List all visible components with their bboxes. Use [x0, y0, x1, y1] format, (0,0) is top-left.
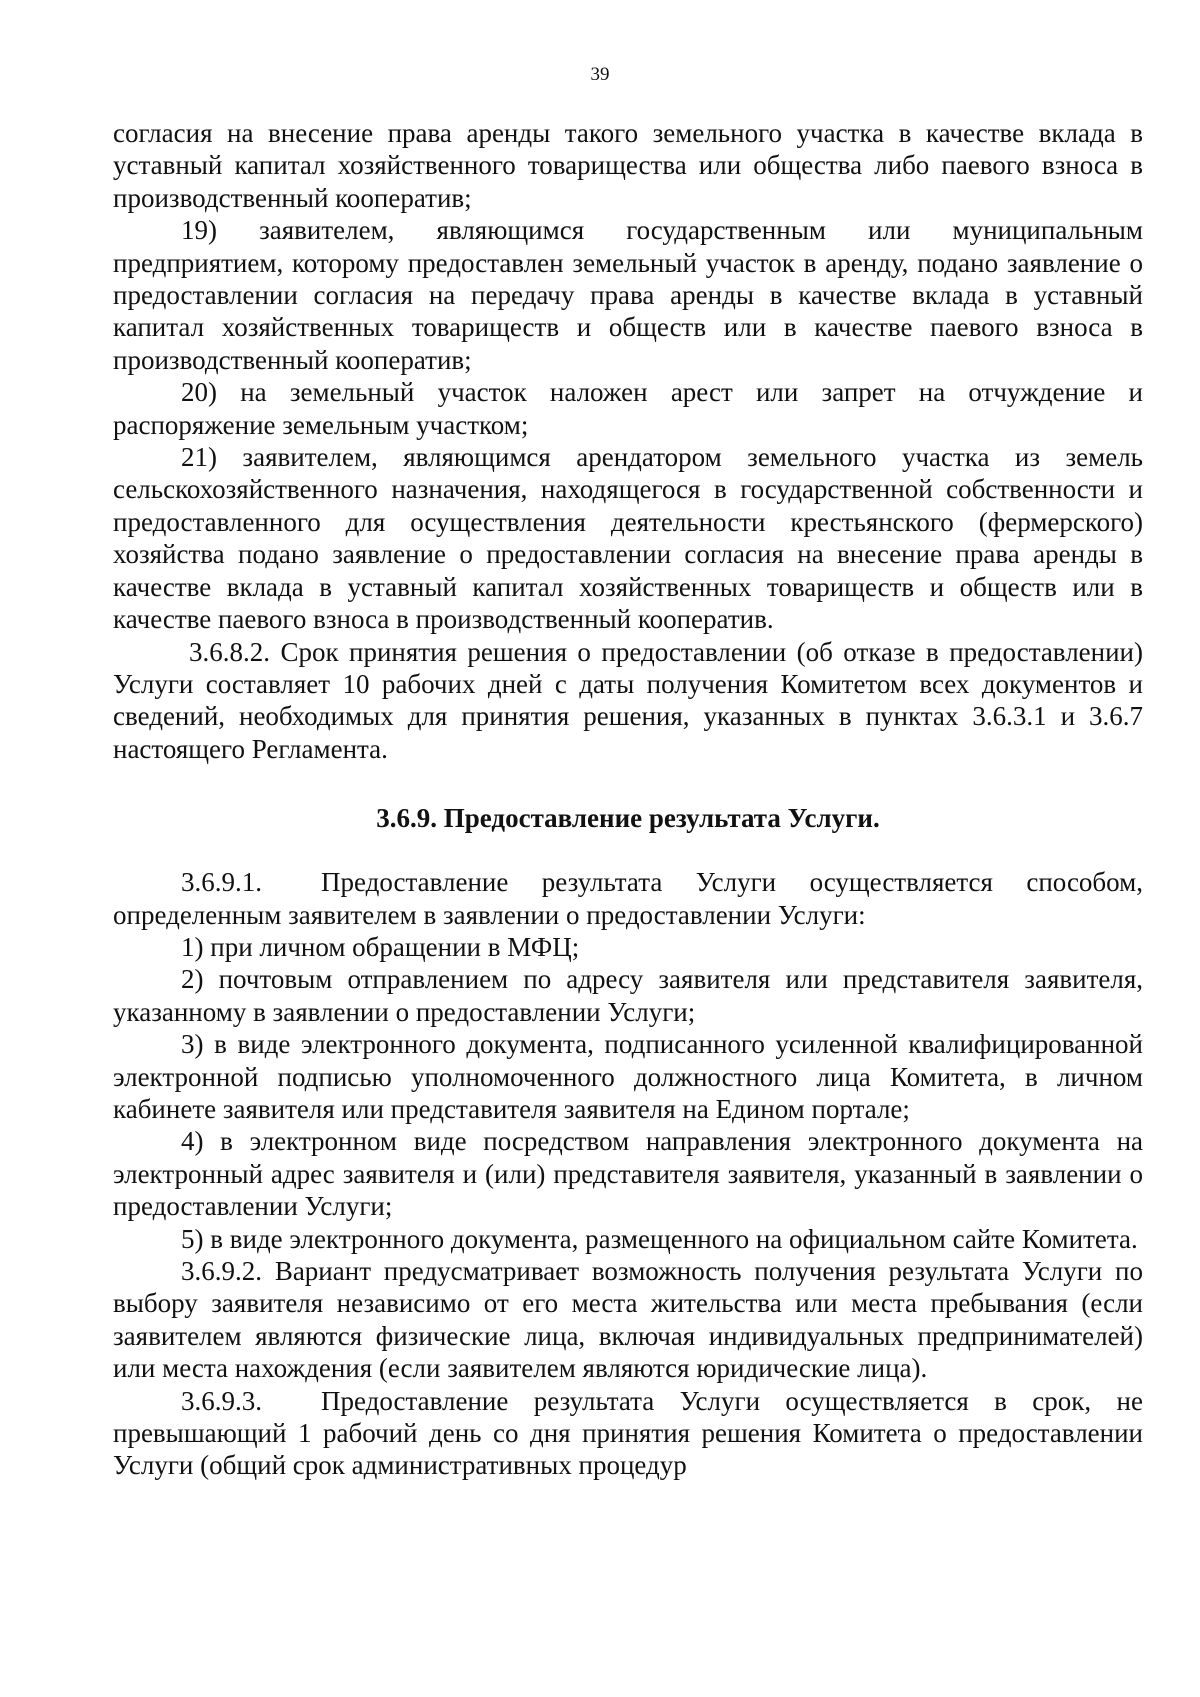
delivery-method-2: 2) почтовым отправлением по адресу заявителя или представителя заявителя, указанному в заявлении о предоставлении Услуги;: [113, 964, 1143, 1027]
clause-3-6-8-2: 3.6.8.2. Срок принятия решения о предоставлении (об отказе в предоставлении) Услуги составляет 10 рабочих дней с даты получения Комитетом всех документов и сведений, необходимых для принятия решения, указанных в пунктах 3.6.3.1 и 3.6.7 настоящего Регламента.: [113, 636, 1143, 764]
clause-number: 3.6.9.3.: [181, 1385, 262, 1416]
list-item-20: 20) на земельный участок наложен арест или запрет на отчуждение и распоряжение земельным участком;: [113, 377, 1143, 440]
delivery-method-4: 4) в электронном виде посредством направления электронного документа на электронный адрес заявителя и (или) представителя заявителя, указанный в заявлении о предоставлении Услуги;: [113, 1126, 1143, 1222]
section-heading: 3.6.9. Предоставление результата Услуги.: [376, 803, 880, 834]
delivery-method-3: 3) в виде электронного документа, подписанного усиленной квалифицированной электронной подписью уполномоченного должностного лица Комитета, в личном кабинете заявителя или представителя заявителя на Едином портале;: [113, 1029, 1143, 1124]
clause-text: Предоставление результата Услуги осуществляется в срок, не превышающий 1 рабочий день со дня принятия решения Комитета о предоставлении Услуги (общий срок административных процедур: [113, 1385, 1143, 1481]
document-body: [113, 117, 1143, 1482]
clause-3-6-9-1: [113, 866, 1143, 931]
list-item-21: 21) заявителем, являющимся арендатором земельного участка из земель сельскохозяйственного назначения, находящегося в государственной собственности и предоставленного для осуществления деятельности крестьянского (фермерского) хозяйства подано заявление о предоставлении согласия на внесение права аренды в качестве вклада в уставный капитал хозяйственных товариществ и обществ или в качестве паевого взноса в производственный кооператив.: [113, 442, 1143, 635]
list-item-19: 19) заявителем, являющимся государственным или муниципальным предприятием, которому предоставлен земельный участок в аренду, подано заявление о предоставлении согласия на передачу права аренды в качестве вклада в уставный капитал хозяйственных товариществ и обществ или в качестве паевого взноса в производственный кооператив;: [113, 215, 1143, 375]
clause-text: Предоставление результата Услуги осуществляется способом, определенным заявителем в заявлении о предоставлении Услуги:: [113, 867, 1143, 930]
delivery-method-5: 5) в виде электронного документа, размещенного на официальном сайте Комитета.: [181, 1223, 1138, 1254]
clause-3-6-9-2: 3.6.9.2. Вариант предусматривает возможность получения результата Услуги по выбору заявителя независимо от его места жительства или места пребывания (если заявителем являются физические лица, включая индивидуальных предпринимателей) или места нахождения (если заявителем являются юридические лица).: [113, 1256, 1143, 1384]
clause-3-6-9-3: [113, 1385, 1143, 1482]
paragraph-continuation: согласия на внесение права аренды такого земельного участка в качестве вклада в уставный капитал хозяйственного товарищества или общества либо паевого взноса в производственный кооператив;: [113, 118, 1143, 213]
clause-number: 3.6.9.1.: [181, 867, 262, 898]
page-number: 39: [590, 64, 610, 85]
delivery-method-1: 1) при личном обращении в МФЦ;: [181, 931, 580, 962]
